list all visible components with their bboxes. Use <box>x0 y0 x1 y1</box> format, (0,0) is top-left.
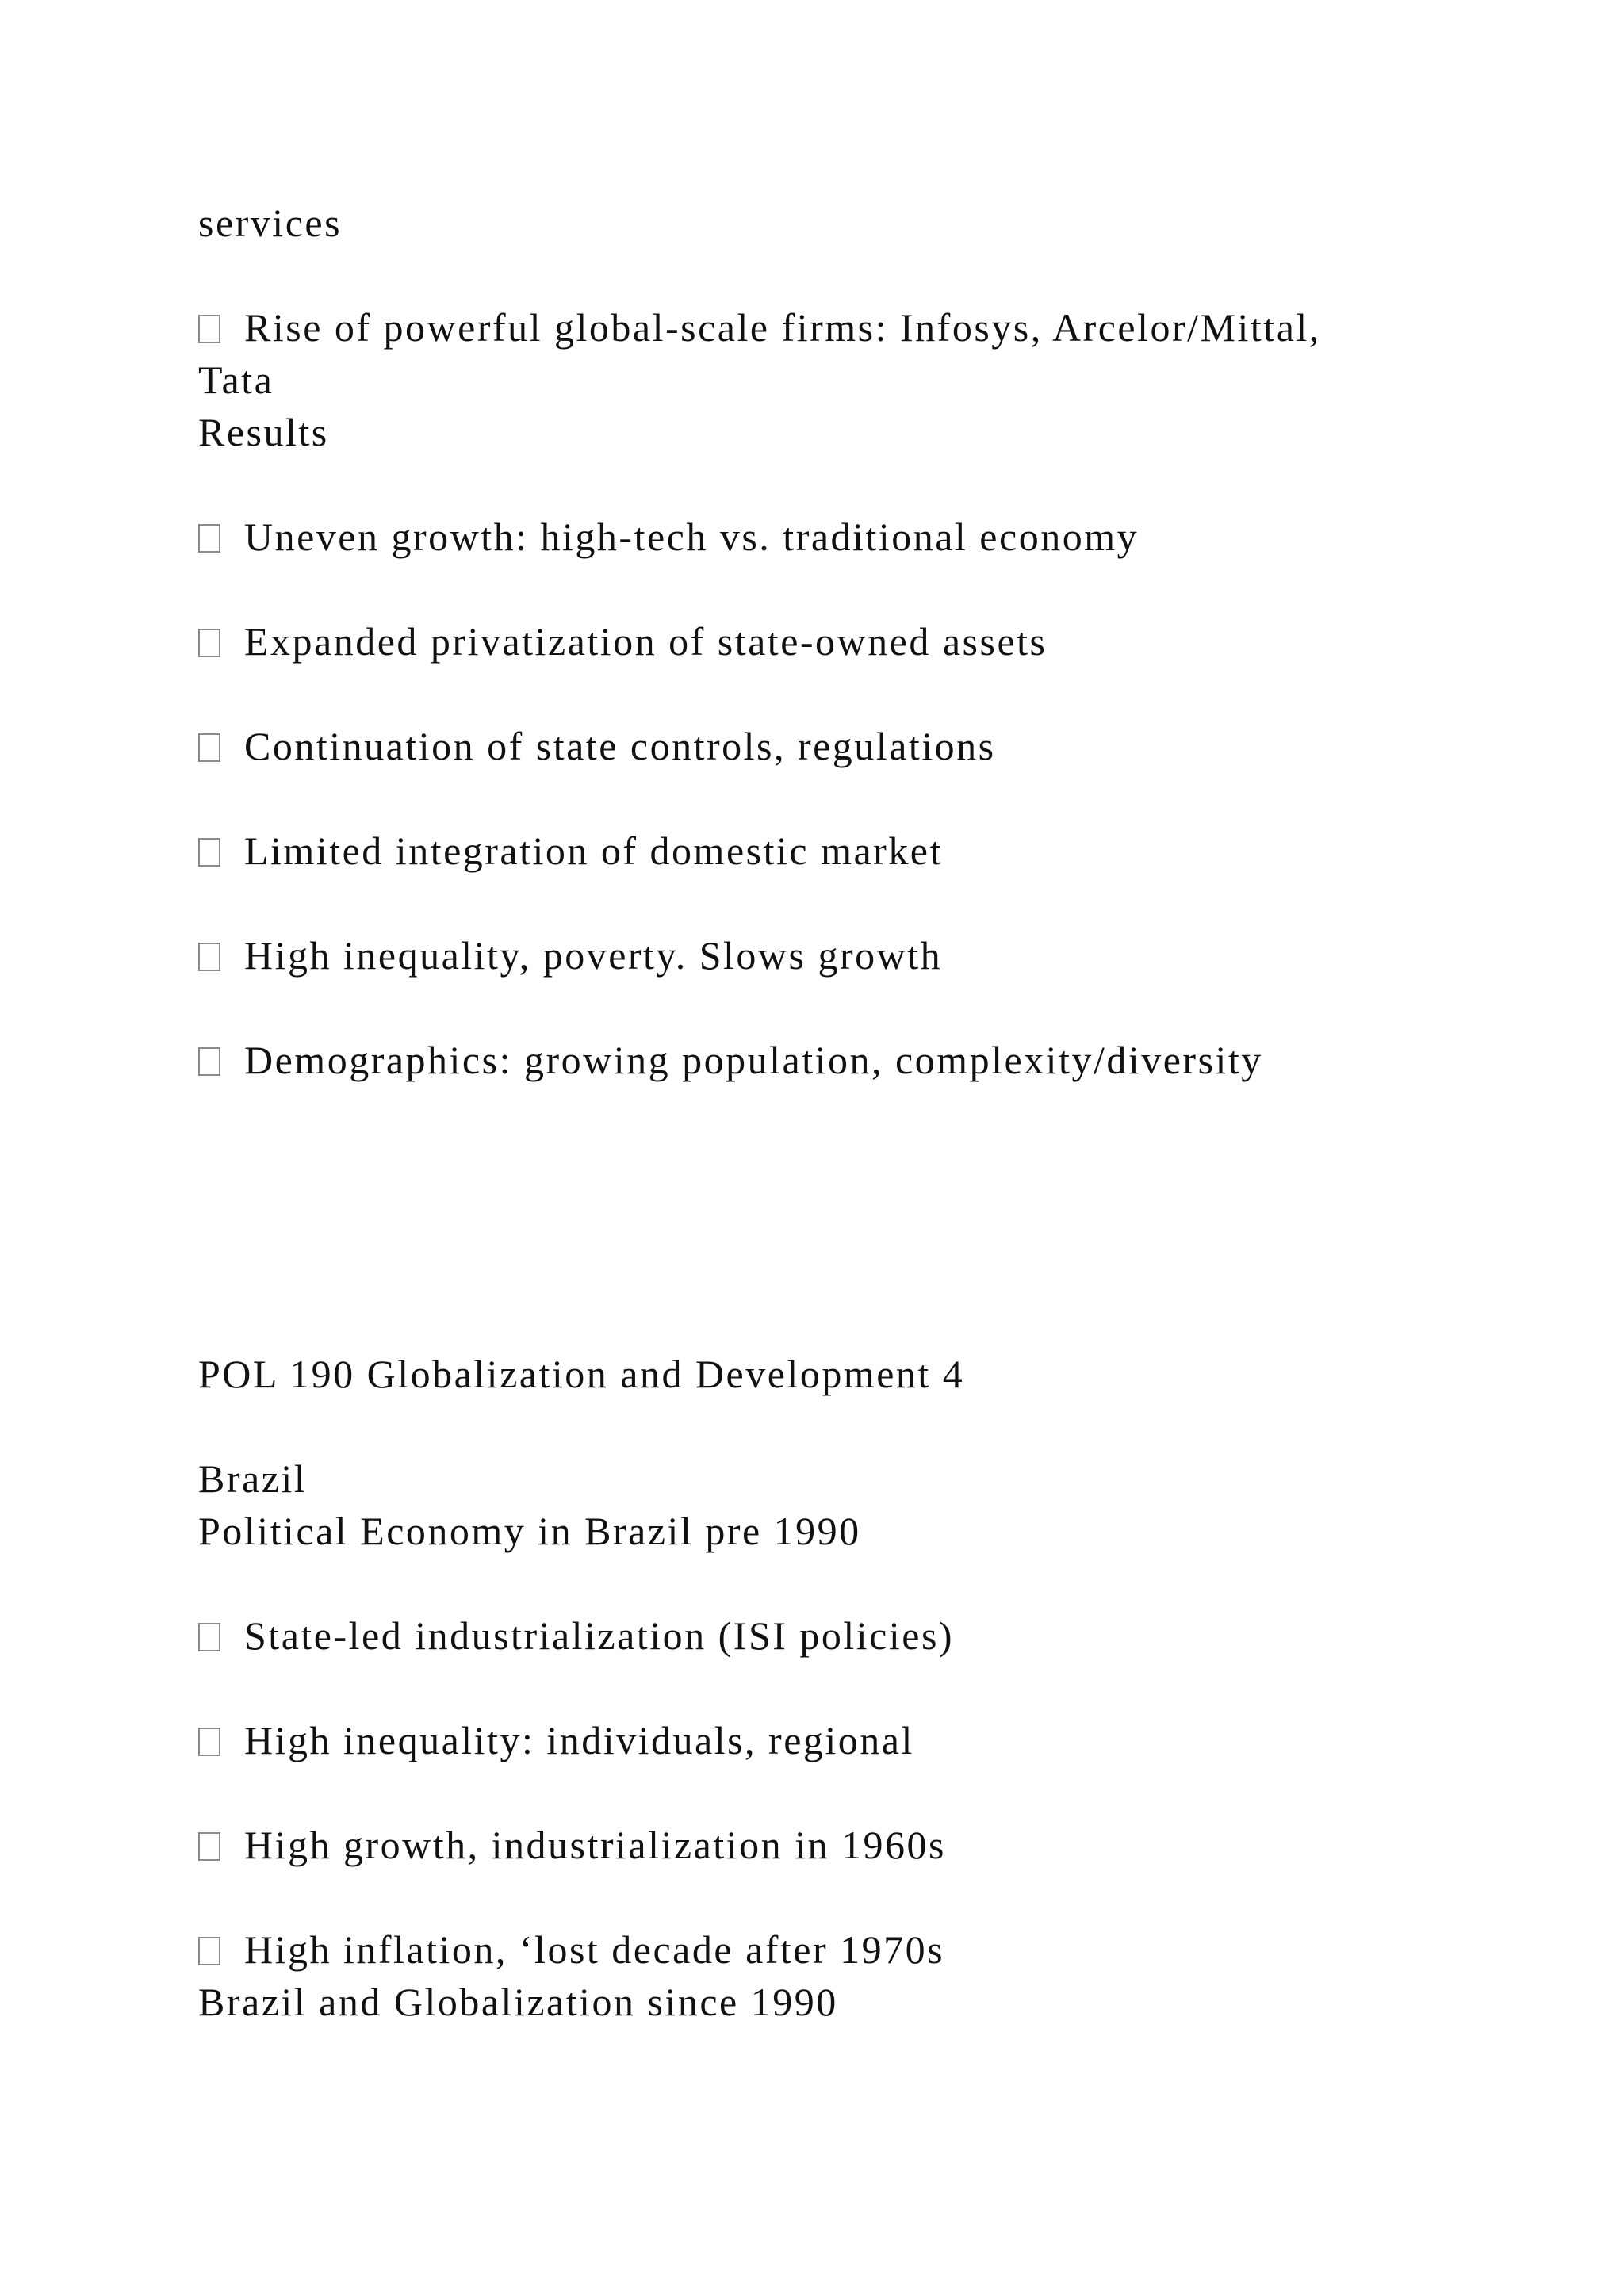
bullet-item <box>198 1825 946 1865</box>
bullet-icon <box>198 1728 220 1756</box>
bullet-icon <box>198 1937 220 1965</box>
bullet-item <box>198 726 996 766</box>
bullet-item <box>198 1927 945 1972</box>
line-text: services <box>198 201 343 245</box>
page-title <box>198 1456 308 1501</box>
line-text: State-led industrialization (ISI policies) <box>244 1613 955 1658</box>
bullet-icon <box>198 1623 220 1651</box>
line-text: Uneven growth: high-tech vs. traditional economy <box>244 515 1139 559</box>
bullet-icon <box>198 733 220 762</box>
bullet-icon <box>198 315 220 343</box>
line-text: High growth, industrialization in 1960s <box>244 1823 946 1867</box>
text-line <box>198 203 342 243</box>
line-text: Demographics: growing population, complexity/diversity <box>244 1038 1263 1082</box>
bullet-icon <box>198 524 220 553</box>
section-heading <box>198 1511 861 1551</box>
bullet-icon <box>198 838 220 867</box>
bullet-item <box>198 828 943 873</box>
line-text: High inflation, ‘lost decade after 1970s <box>244 1927 945 1972</box>
line-text: Brazil and Globalization since 1990 <box>198 1980 838 2024</box>
line-text: POL 190 Globalization and Development 4 <box>198 1352 965 1396</box>
line-text: Political Economy in Brazil pre 1990 <box>198 1509 861 1553</box>
line-text: Limited integration of domestic market <box>244 828 943 873</box>
section-heading <box>198 1982 838 2022</box>
bullet-icon <box>198 1047 220 1076</box>
line-text: Expanded privatization of state-owned assets <box>244 619 1048 664</box>
line-text: Tata <box>198 358 274 402</box>
line-text: Rise of powerful global-scale firms: Infosys, Arcelor/Mittal, <box>244 305 1321 350</box>
bullet-icon <box>198 1832 220 1861</box>
bullet-item <box>198 1613 955 1658</box>
line-text: Results <box>198 410 329 454</box>
bullet-item <box>198 933 943 978</box>
bullet-icon <box>198 629 220 657</box>
line-text: Continuation of state controls, regulations <box>244 724 996 768</box>
bullet-item <box>198 1040 1263 1080</box>
bullet-item <box>198 305 1321 350</box>
line-text: Brazil <box>198 1456 308 1501</box>
line-text: High inequality: individuals, regional <box>244 1718 914 1762</box>
page-header <box>198 1354 964 1394</box>
bullet-item <box>198 619 1048 664</box>
bullet-item <box>198 1720 914 1760</box>
bullet-icon <box>198 943 220 971</box>
text-line <box>198 360 274 400</box>
section-heading <box>198 412 329 452</box>
bullet-item <box>198 517 1139 557</box>
line-text: High inequality, poverty. Slows growth <box>244 933 943 978</box>
